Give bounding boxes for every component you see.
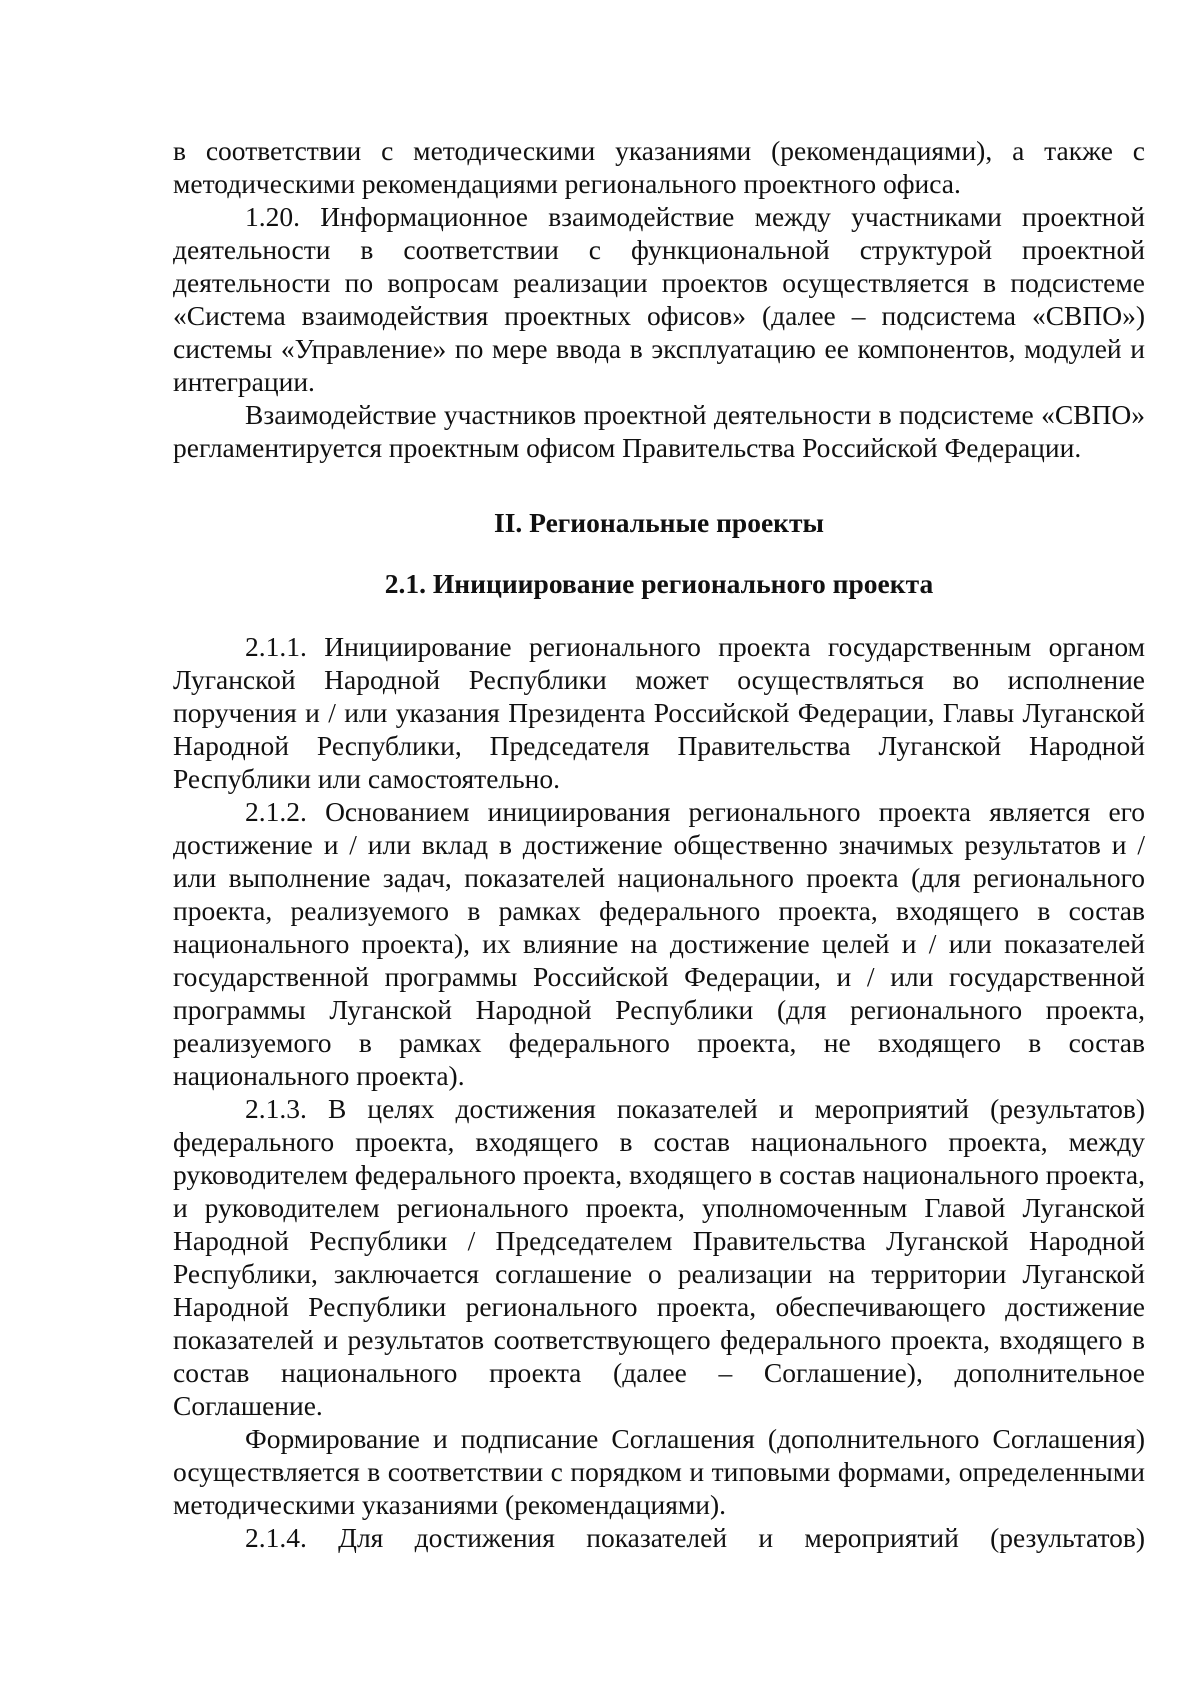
- section-title: II. Региональные проекты: [494, 507, 824, 538]
- subsection-title: 2.1. Инициирование регионального проекта: [384, 568, 934, 599]
- document-page: [173, 134, 1145, 1554]
- paragraph-1-20: 1.20. Информационное взаимодействие между участниками проектной деятельности в соответствии с функциональной структурой проектной деятельности по вопросам реализации проектов осуществляется в подсистеме «Система взаимодействия проектных офисов» (далее – подсистема «СВПО») системы «Управление» по мере ввода в эксплуатацию ее компонентов, модулей и интеграции.: [173, 201, 1145, 397]
- paragraph-continued: в соответствии с методическими указаниями (рекомендациями), а также с методическими рекомендациями регионального проектного офиса.: [173, 135, 1145, 199]
- paragraph-2-1-2: 2.1.2. Основанием инициирования регионального проекта является его достижение и / или вклад в достижение общественно значимых результатов и / или выполнение задач, показателей национального проекта (для регионального проекта, реализуемого в рамках федерального проекта, входящего в состав национального проекта), их влияние на достижение целей и / или показателей государственной программы Российской Федерации, и / или государственной программы Луганской Народной Республики (для регионального проекта, реализуемого в рамках федерального проекта, не входящего в состав национального проекта).: [173, 796, 1145, 1091]
- paragraph-2-1-3: 2.1.3. В целях достижения показателей и мероприятий (результатов) федерального проекта, входящего в состав национального проекта, между руководителем федерального проекта, входящего в состав национального проекта, и руководителем регионального проекта, уполномоченным Главой Луганской Народной Республики / Председателем Правительства Луганской Народной Республики, заключается соглашение о реализации на территории Луганской Народной Республики регионального проекта, обеспечивающего достижение показателей и результатов соответствующего федерального проекта, входящего в состав национального проекта (далее – Соглашение), дополнительное Соглашение.: [173, 1093, 1145, 1421]
- paragraph-interaction: Взаимодействие участников проектной деятельности в подсистеме «СВПО» регламентируется проектным офисом Правительства Российской Федерации.: [173, 399, 1145, 463]
- paragraph-2-1-4: 2.1.4. Для достижения показателей и мероприятий (результатов): [245, 1522, 1145, 1553]
- paragraph-agreement-forming: Формирование и подписание Соглашения (дополнительного Соглашения) осуществляется в соответствии с порядком и типовыми формами, определенными методическими указаниями (рекомендациями).: [173, 1423, 1145, 1520]
- paragraph-2-1-1: 2.1.1. Инициирование регионального проекта государственным органом Луганской Народной Республики может осуществляться во исполнение поручения и / или указания Президента Российской Федерации, Главы Луганской Народной Республики, Председателя Правительства Луганской Народной Республики или самостоятельно.: [173, 631, 1145, 794]
